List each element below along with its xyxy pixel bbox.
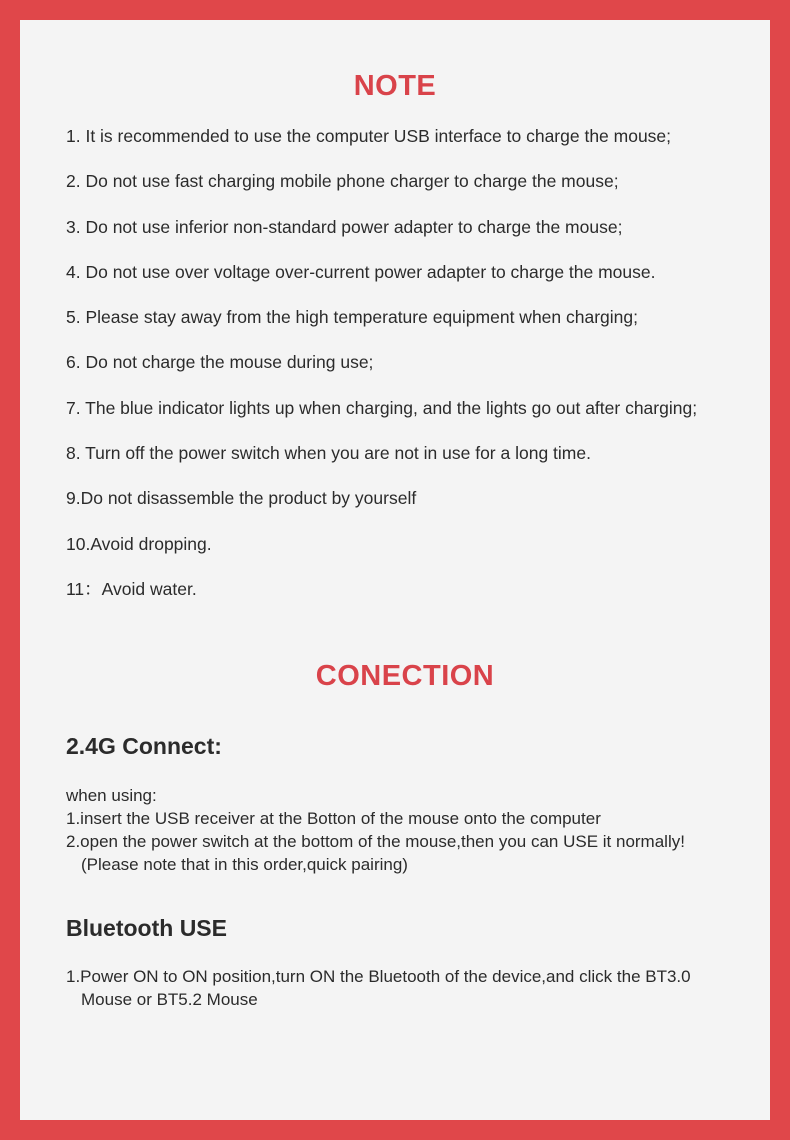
g24-line-2: 1.insert the USB receiver at the Botton of the mouse onto the computer: [66, 809, 601, 828]
note-item-2: 2. Do not use fast charging mobile phone charger to charge the mouse;: [66, 171, 619, 192]
connection-title: CONECTION: [315, 660, 495, 692]
note-item-6: 6. Do not charge the mouse during use;: [66, 352, 374, 373]
note-title: NOTE: [353, 70, 437, 102]
note-item-8: 8. Turn off the power switch when you are not in use for a long time.: [66, 443, 591, 464]
g24-line-3: 2.open the power switch at the bottom of the mouse,then you can USE it normally!: [66, 832, 685, 851]
note-item-3: 3. Do not use inferior non-standard power adapter to charge the mouse;: [66, 216, 623, 237]
note-item-10: 10.Avoid dropping.: [66, 533, 212, 554]
g24-connect-heading: 2.4G Connect:: [66, 733, 222, 759]
note-item-7: 7. The blue indicator lights up when charging, and the lights go out after charging;: [66, 397, 698, 418]
note-list: [66, 124, 746, 622]
g24-line-1: when using:: [66, 786, 157, 805]
note-item-5: 5. Please stay away from the high temperature equipment when charging;: [66, 307, 638, 328]
bluetooth-heading: Bluetooth USE: [66, 915, 227, 941]
note-item-11: 11：Avoid water.: [66, 578, 197, 599]
bluetooth-instructions: [66, 965, 756, 1011]
bt-line-2: Mouse or BT5.2 Mouse: [81, 990, 258, 1009]
g24-line-4: (Please note that in this order,quick pairing): [81, 855, 408, 874]
bt-line-1: 1.Power ON to ON position,turn ON the Bluetooth of the device,and click the BT3.0: [66, 967, 691, 986]
note-item-4: 4. Do not use over voltage over-current power adapter to charge the mouse.: [66, 261, 656, 282]
note-item-1: 1. It is recommended to use the computer USB interface to charge the mouse;: [66, 126, 672, 146]
g24-instructions: [66, 784, 756, 876]
instruction-card: [20, 20, 770, 1120]
note-item-9: 9.Do not disassemble the product by yourself: [66, 488, 417, 509]
